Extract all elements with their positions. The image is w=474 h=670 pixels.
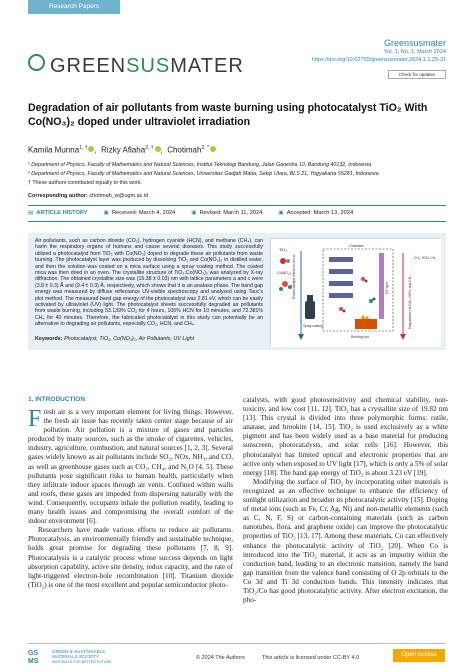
brand-part-3: MATER bbox=[170, 55, 244, 77]
brand-part-1: GREEN bbox=[50, 55, 127, 77]
author-3[interactable]: Chotimah bbox=[167, 145, 202, 155]
journal-volume: Vol. 1, No. 1, March 2024 bbox=[383, 49, 446, 55]
fig-burning-label: Burning box bbox=[351, 335, 370, 339]
intro-paragraph-1: resh air is a very important element for living things. However, the fresh air issue has recently taken center stage because of air pollution. Air pollution is a mixture of gases and particles produced by many sources, such as the smoke of cigarettes, vehicles, industry, agriculture, combustion, and natural sources [1, 2, 3]. Several gases widely known as air pollutants include SO₂, NOx, NH₃, and CO, as well as greenhouse gases such as CO₂, CH₄, and N₂O [4, 5]. These pollutants pose significant risks to human health, particularly when they infiltrate indoor spaces through air vents. Confined within walls and roofs, these gases are impeded from dispersing naturally with the wind. Consequently, occupants inhale the pollution readily, leading to many health issues and compromising the overall comfort of the indoor environment [6]. bbox=[28, 408, 233, 526]
article-history bbox=[28, 210, 446, 216]
brand-wordmark[interactable] bbox=[50, 55, 244, 78]
accepted-date: Accepted: March 13, 2024 bbox=[286, 210, 354, 216]
orcid-icon[interactable] bbox=[155, 146, 161, 152]
gsms-logo-icon bbox=[28, 648, 48, 664]
affiliation-1: ¹ Department of Physics, Faculty of Mathematics and Natural Sciences, Institut Teknologi Bandung, Jalan Ganesha 10, Bandung 40132, Indonesia bbox=[28, 162, 372, 168]
license-text[interactable]: This article is licensed under CC-BY 4.0 bbox=[262, 655, 360, 661]
society-line-1: GREEN & SUSTAINABLE bbox=[52, 649, 106, 654]
author-1-sup: 1, † bbox=[79, 145, 88, 151]
society-line-2: MATERIALS SOCIETY bbox=[52, 654, 100, 660]
intro-paragraph-2: Researchers have made various efforts to reduce air pollutants. Photocatalysis, an environmentally friendly and sustainable technique, holds great promise for degrading these pollutants [7, 8, 9]. Photocatalysis is a catalytic process whose success depends on light absorption capability, active site density, redox capacity, and the rate of light-triggered electron-hole recombination [10]. Titanium dioxide (TiO₂) is one of the most excellent and popular semiconductor photo- bbox=[28, 526, 233, 589]
revised-date: Revised: March 11, 2024 bbox=[199, 210, 263, 216]
fig-gases-label: CO₂, HCN, CH₄ bbox=[414, 256, 437, 260]
check-updates-button[interactable] bbox=[388, 70, 446, 79]
journal-doi[interactable]: https://doi.org/10.62755/greensusmater.2024.1.1.25-31 bbox=[311, 57, 446, 63]
equal-contribution-note: † These authors contributed equally to this work. bbox=[28, 180, 142, 186]
author-2[interactable]: Rizky Aflaha bbox=[101, 145, 146, 155]
svg-text:MS: MS bbox=[28, 658, 39, 664]
corresponding-email[interactable]: chotimah_w@ugm.ac.id bbox=[89, 193, 149, 199]
journal-name: Greensusmater bbox=[383, 38, 446, 48]
footer-rule bbox=[28, 643, 446, 644]
open-access-badge[interactable]: Open Access bbox=[393, 649, 445, 662]
keywords-label: Keywords: bbox=[35, 336, 63, 342]
svg-text:GS: GS bbox=[28, 650, 39, 657]
section-tab[interactable]: Research Papers bbox=[28, 0, 120, 14]
keywords-text: Photocatalyst, TiO₂, Co(NO₃)₂, Air Pollutants, UV Light bbox=[64, 336, 195, 342]
author-list: Kamila Munna$^{1, \dagger}$ , Rizky Aflaha$^{2, \dagger}$ , Chotimah$^{2, *}$ bbox=[28, 145, 216, 155]
corresponding-label: Corresponding author: bbox=[28, 193, 88, 199]
brand-logo-icon bbox=[28, 54, 45, 71]
revised-icon: ▣ bbox=[191, 210, 197, 216]
history-bottom-rule bbox=[28, 221, 446, 222]
history-icon: ▤ bbox=[28, 210, 34, 216]
abstract-text: Air pollutants, such as carbon dioxide (CO₂), hydrogen cyanide (HCN), and methane (CH₄), can harm the respiratory organs of humans and cause several diseases. This study successfully utilized a photocatalyst from TiO₂ with Co(NO₃) doped to degrade these air pollutants from waste burning. The photocatalyst layer was produced by dissolving TiO₂ and Co(NO₃)₂ in distilled water, and then the solution was coated on a mica surface using a spray coating method. The coated mica was then dried in an oven. The crystallite structure of TiO₂:Co(NO₃)₂ was analyzed by X-ray diffraction. The obtained crystallite size was (15.38 ± 0.03) nm with lattice parameters a and c were (3.8 ± 0.3) Å and (9.4 ± 0.3) Å, respectively, which shows that it is an anatase phase. The band gap energy was measured by diffuse reflectance UV-visible spectroscopy and analyzed using Tauc's plot method. The measured band gap energy of the photocatalyst was 2.81 eV, which can be easily activated by ultraviolet (UV) light. The photocatalyst sheets successfully degraded air pollutants from waste burning, including 53.139% CO₂ for 4 hours, 100% HCN for 10 minutes, and 72.381% CH₄ for 40 minutes. Therefore, the fabricated photocatalyst in this study can potentially be an alternative to degrading air pollutants, especially CO₂, HCN, and CH₄. bbox=[35, 238, 263, 328]
corresponding-author bbox=[28, 193, 148, 199]
fig-left-axis: Photocatalyst sheet on mica bbox=[292, 255, 296, 299]
accepted-icon: ▣ bbox=[278, 210, 284, 216]
fig-uv-label: UV light bbox=[385, 282, 389, 294]
right-column bbox=[243, 396, 448, 605]
author-2-sup: 2, † bbox=[145, 145, 154, 151]
graphical-abstract bbox=[270, 238, 440, 346]
left-column bbox=[28, 408, 233, 590]
intro-paragraph-3: catalysts, with good photosensitivity and chemical stability, non-toxicity, and low cost [11, 12]. TiO₂ has a crystallite size of 19.82 nm [13]. This crystal is divided into three polymorphic forms: rutile, anatase, and brookite [14, 15]. TiO₂ is used exclusively as a white pigment and has been widely used as a base material for producing sunscreen, photocatalysts, and solar cells [16]. However, this photocatalyst has limited optical and electronic properties that are active only when exposed to UV light [17], which is only a 5% of solar energy [18]. The band gap energy of TiO₂ is about 3.23 eV [19]. bbox=[243, 396, 448, 477]
society-name bbox=[52, 649, 111, 665]
intro-paragraph-4: Modifying the surface of TiO₂ by incorporating other materials is recognized as an effective technique to enhance the efficiency of sunlight utilization and broaden its photocatalytic activity [15]. Doping of metal ions (such as Fe, Cr, Ag, Ni) and non-metallic elements (such as C, N, F, S) or carbon-containing materials (such as carbon nanotubes, flora, and graphene oxide) can improve the photocatalytic properties of TiO₂ [13, 17]. Among these materials, Co can effectively enhance the photocatalytic activity of TiO₂ [20]. When Co is introduced into the TiO₂ material, it acts as an impurity within the conduction band, leading to an electronic transition, namely the band gap transition from the valence band consisting of O 2p orbitals to the Co 3d and Ti 3d conduction bands. This intensity indicates that TiO₂/Co has good photocatalytic activity. After electron excitation, the pho- bbox=[243, 477, 448, 605]
check-updates-label: Check for updates bbox=[398, 72, 436, 77]
fig-co-label: Co(NO₃)₂ bbox=[277, 271, 292, 275]
history-top-rule bbox=[28, 205, 446, 206]
article-title: Degradation of air pollutants from waste burning using photocatalyst TiO₂ With Co(NO₃)₂ doped under ultraviolet irradiation bbox=[28, 102, 428, 128]
orcid-icon[interactable] bbox=[88, 146, 94, 152]
fig-tio2-label: TiO₂ bbox=[279, 247, 287, 252]
intro-heading: 1. INTRODUCTION bbox=[28, 396, 86, 403]
fig-spray-label: Spray coating bbox=[303, 324, 323, 328]
copyright: © 2024 The Authors bbox=[196, 655, 245, 661]
received-date: Received: March 4, 2024 bbox=[111, 210, 176, 216]
drop-cap: F bbox=[28, 406, 42, 432]
society-line-3: MATERIALS FOR BETTER FUTURE bbox=[52, 659, 112, 664]
brand-part-2: SUS bbox=[126, 55, 171, 77]
keywords bbox=[35, 336, 435, 342]
orcid-icon[interactable] bbox=[210, 146, 216, 152]
received-icon: ▣ bbox=[103, 210, 109, 216]
affiliation-2: ² Department of Physics, Faculty of Mathematics and Natural Sciences, Universitas Gadjah Mada, Sekip Utara, BLS 21, Yogyakarta 55281, Indonesia bbox=[28, 171, 379, 177]
author-3-sup: 2, * bbox=[201, 145, 209, 151]
fig-chamber-label: Chamber bbox=[349, 244, 364, 248]
history-label: ARTICLE HISTORY bbox=[36, 210, 88, 216]
author-1[interactable]: Kamila Munna bbox=[28, 145, 80, 155]
fig-right-axis: Degradation of CO₂, HCN, and CH₄ bbox=[408, 275, 412, 329]
graphical-abstract-figure bbox=[271, 239, 441, 347]
